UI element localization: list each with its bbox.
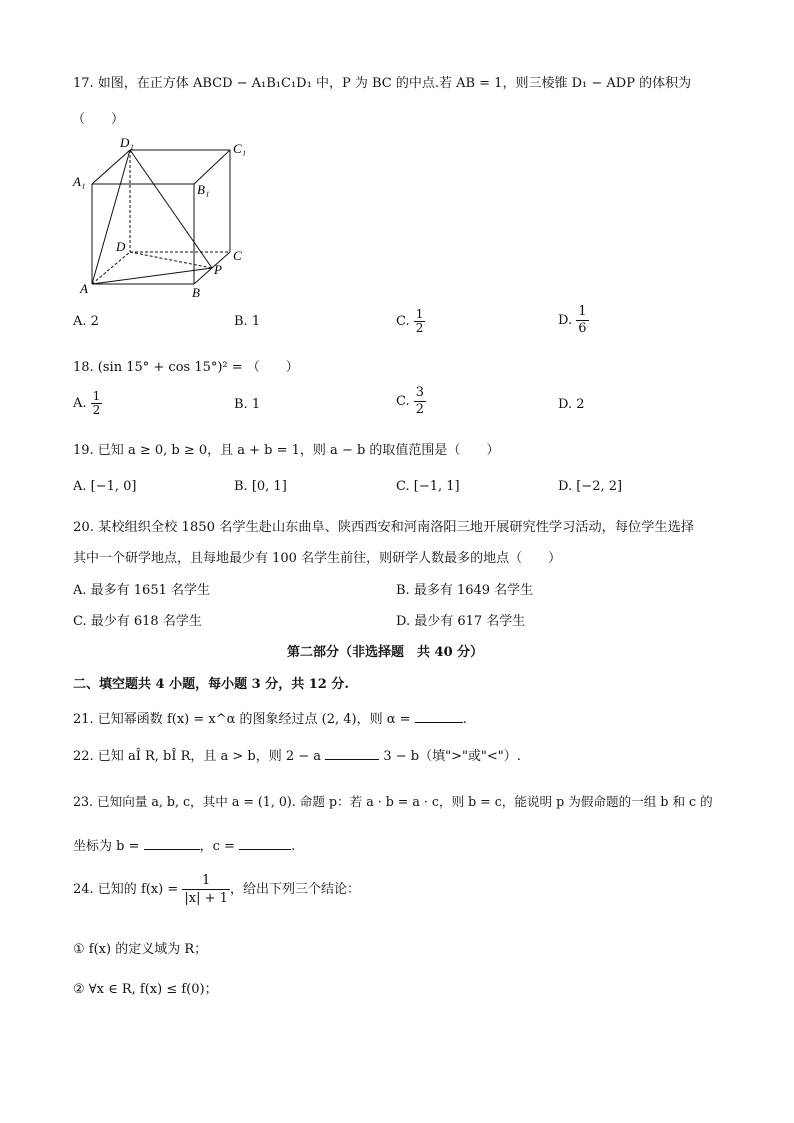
q22-text2: 3 − b（填">"或"<"）. bbox=[379, 749, 521, 764]
q18-option-d[interactable]: D. 2 bbox=[558, 397, 585, 412]
q20-option-d[interactable]: D. 最少有 617 名学生 bbox=[396, 614, 526, 629]
q18-option-b[interactable]: B. 1 bbox=[234, 397, 261, 412]
q19-option-d[interactable]: D. [−2, 2] bbox=[558, 479, 623, 494]
q24-suffix: ，给出下列三个结论： bbox=[229, 882, 360, 897]
q23-mid: ，c = bbox=[199, 839, 240, 854]
q21-text: 21. 已知幂函数 f(x) = x^α 的图象经过点 (2, 4)，则 α = bbox=[73, 712, 415, 727]
part2-title: 第二部分（非选择题 共 40 分） bbox=[287, 645, 484, 660]
q24-stem bbox=[73, 872, 360, 907]
q17-option-c-fraction: $\frac{1}{2}$ bbox=[415, 307, 424, 335]
q17-stem: 17. 如图，在正方体 ABCD − A₁B₁C₁D₁ 中，P 为 BC 的中点.若 AB = 1，则三棱锥 D₁ − ADP 的体积为 bbox=[73, 76, 692, 91]
q19-stem: 19. 已知 a ≥ 0, b ≥ 0，且 a + b = 1，则 a − b 的取值范围是（ ） bbox=[73, 443, 500, 458]
q17-option-c-prefix: C. bbox=[396, 314, 410, 329]
q22-text: 22. 已知 aÎ R, bÎ R，且 a > b，则 2 − a bbox=[73, 749, 326, 764]
q23-end: . bbox=[291, 839, 296, 854]
q18-option-c-prefix: C. bbox=[396, 394, 410, 409]
q18-stem: 18. (sin 15° + cos 15°)² = （ ） bbox=[73, 360, 299, 375]
section2-title: 二、填空题共 4 小题，每小题 3 分，共 12 分. bbox=[73, 677, 349, 692]
q17-paren: （ ） bbox=[72, 112, 125, 127]
q17-option-c[interactable] bbox=[396, 308, 425, 335]
q18-option-a-prefix: A. bbox=[73, 396, 87, 411]
q21-stem bbox=[73, 708, 467, 727]
label-D: D bbox=[116, 239, 126, 254]
q23-prefix: 坐标为 b = bbox=[73, 839, 144, 854]
q17-option-d-fraction: $\frac{1}{6}$ bbox=[578, 304, 587, 336]
q19-option-c[interactable]: C. [−1, 1] bbox=[396, 479, 460, 494]
q17-option-a[interactable]: A. 2 bbox=[73, 314, 99, 329]
q20-option-b[interactable]: B. 最多有 1649 名学生 bbox=[396, 583, 534, 598]
q22-answer-blank[interactable] bbox=[325, 747, 379, 760]
q24-item2: ② ∀x ∈ R, f(x) ≤ f(0)； bbox=[73, 982, 218, 997]
q20-option-a[interactable]: A. 最多有 1651 名学生 bbox=[73, 583, 211, 598]
label-D1: D₁ bbox=[120, 135, 134, 150]
q20-option-c[interactable]: C. 最少有 618 名学生 bbox=[73, 614, 202, 629]
q18-option-a-fraction: $\frac{1}{2}$ bbox=[92, 389, 101, 417]
q17-option-d-prefix: D. bbox=[558, 313, 573, 328]
q18-option-a[interactable] bbox=[73, 390, 102, 417]
q19-option-b[interactable]: B. [0, 1] bbox=[234, 479, 287, 494]
q18-option-c-fraction: $\frac{3}{2}$ bbox=[415, 385, 425, 417]
q22-stem bbox=[73, 745, 521, 764]
label-B: B bbox=[192, 285, 200, 300]
q24-fraction: $\frac{1}{|x| + 1}$ bbox=[184, 873, 228, 906]
q17-option-b[interactable]: B. 1 bbox=[234, 314, 261, 329]
q17-cube-figure bbox=[70, 134, 260, 304]
q21-answer-blank[interactable] bbox=[415, 710, 463, 723]
label-P: P bbox=[214, 262, 222, 277]
label-C: C bbox=[233, 248, 242, 263]
label-C1: C₁ bbox=[233, 141, 247, 156]
q18-option-c[interactable] bbox=[396, 385, 426, 418]
label-B1: B₁ bbox=[197, 182, 210, 197]
q20-stem-line1: 20. 某校组织全校 1850 名学生赴山东曲阜、陕西西安和河南洛阳三地开展研究性学习活动，每位学生选择 bbox=[73, 520, 694, 535]
label-A1: A₁ bbox=[73, 174, 86, 189]
q23-c-blank[interactable] bbox=[239, 837, 291, 850]
q24-prefix: 24. 已知的 f(x) = bbox=[73, 882, 179, 897]
q23-b-blank[interactable] bbox=[144, 837, 200, 850]
q23-stem-line1: 23. 已知向量 a, b, c，其中 a = (1, 0). 命题 p：若 a · b = a · c，则 b = c，能说明 p 为假命题的一组 b 和 c 的 bbox=[73, 794, 713, 809]
q24-item1: ① f(x) 的定义域为 R； bbox=[73, 942, 208, 957]
q20-stem-line2: 其中一个研学地点，且每地最少有 100 名学生前往，则研学人数最多的地点（ ） bbox=[73, 551, 562, 566]
q17-option-d[interactable] bbox=[558, 304, 589, 337]
q21-end: . bbox=[462, 712, 467, 727]
q19-option-a[interactable]: A. [−1, 0] bbox=[73, 479, 137, 494]
label-A: A bbox=[80, 281, 88, 296]
q23-stem-line2 bbox=[73, 835, 295, 854]
